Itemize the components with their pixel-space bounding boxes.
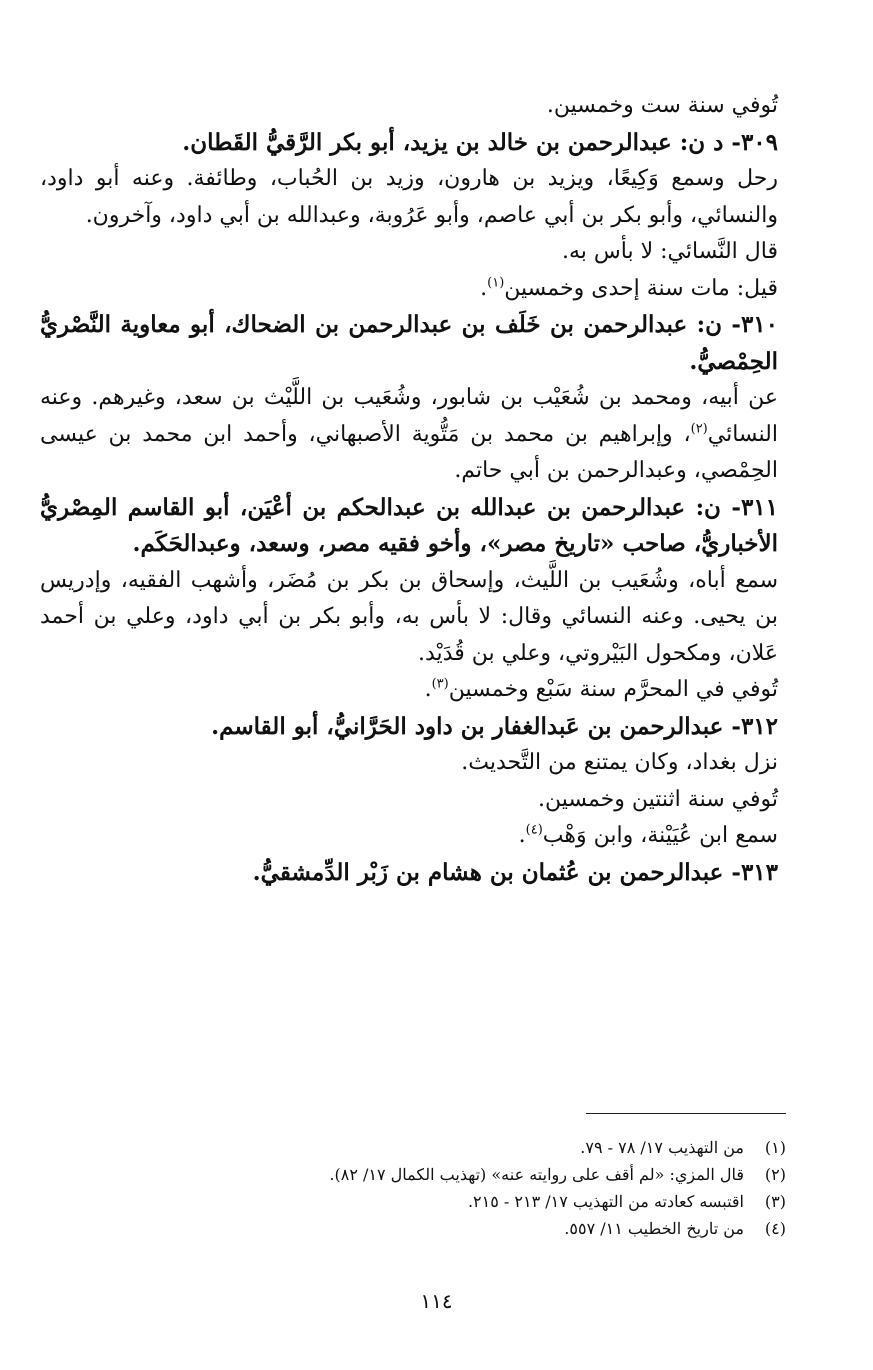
- paragraph-text: قيل: مات سنة إحدى وخمسين: [504, 275, 778, 301]
- footnote-marker: (٣): [431, 676, 449, 692]
- footnote: [60, 1215, 786, 1242]
- paragraph-tail: .: [480, 275, 488, 301]
- entry-309-heading: [40, 125, 833, 162]
- footnote-text: قال المزي: «لم أقف على روايته عنه» (تهذيب الكمال ١٧/ ٨٢).: [329, 1165, 744, 1184]
- footnote-number: (١): [764, 1138, 786, 1157]
- entry-310-body: [40, 380, 833, 490]
- main-text: [40, 88, 833, 891]
- footnote-text: من التهذيب ١٧/ ٧٨ - ٧٩.: [580, 1138, 744, 1157]
- entry-heading-text: ٣١٣- عبدالرحمن بن عُثمان بن هشام بن زَبْر الدِّمشقيُّ.: [252, 858, 778, 886]
- footnote: [60, 1188, 786, 1215]
- entry-311-death: [40, 672, 833, 709]
- entry-313-heading: [40, 855, 833, 892]
- paragraph-tail: .: [518, 823, 526, 848]
- footnote-separator: [586, 1113, 786, 1114]
- entry-309-body: [40, 161, 833, 234]
- footnote-marker: (٤): [525, 822, 543, 838]
- entry-310-heading: [40, 307, 833, 380]
- entry-heading-text: ٣١١- ن: عبدالرحمن بن عبدالله بن عبدالحكم بن أعْيَن، أبو القاسم المِصْريُّ الأخباريُّ، صاحب «تاريخ مصر»، وأخو فقيه مصر، وسعد، وعبدالحَكَم.: [40, 493, 778, 557]
- entry-309-opinion: [40, 234, 833, 271]
- entry-312-body: [40, 745, 833, 782]
- footnote-number: (٣): [764, 1192, 786, 1211]
- entry-heading-text: ٣٠٩- د ن: عبدالرحمن بن خالد بن يزيد، أبو بكر الرَّقيُّ القَطان.: [182, 128, 778, 156]
- footnote-marker: (١): [487, 275, 505, 291]
- paragraph-text: سمع ابن عُيَيْنة، وابن وَهْب: [542, 823, 778, 848]
- entry-311-heading: [40, 490, 833, 563]
- paragraph-text: تُوفي سنة اثنتين وخمسين.: [537, 786, 778, 812]
- entry-heading-text: ٣١٠- ن: عبدالرحمن بن خَلَف بن عبدالرحمن بن الضحاك، أبو معاوية النَّصْريُّ الحِمْصيُّ.: [40, 311, 778, 375]
- footnote-text: من تاريخ الخطيب ١١/ ٥٥٧.: [564, 1219, 744, 1238]
- entry-311-body: [40, 563, 833, 673]
- footnote-number: (٤): [764, 1219, 786, 1238]
- paragraph-text: قال النَّسائي: لا بأس به.: [562, 239, 778, 264]
- paragraph-text: عن أبيه، ومحمد بن شُعَيْب بن شابور، وشُعَيب بن اللَّيْث بن سعد، وغيرهم. وعنه النسائي: [40, 385, 778, 447]
- footnote: [60, 1134, 786, 1161]
- entry-312-death: [40, 782, 833, 819]
- paragraph-text: تُوفي في المحرَّم سنة سَبْع وخمسين: [448, 677, 778, 702]
- paragraph-text: سمع أباه، وشُعَيب بن اللَّيث، وإسحاق بن بكر بن مُضَر، وأشهب الفقيه، وإدريس بن يحيى. وعنه النسائي وقال: لا بأس به، وأبو بكر بن أبي داود، وعلي بن أحمد عَلان، ومكحول البَيْروتي، وعلي بن قُدَيْد.: [40, 567, 778, 666]
- entry-heading-text: ٣١٢- عبدالرحمن بن عَبدالغفار بن داود الحَرَّانيُّ، أبو القاسم.: [211, 712, 778, 740]
- footnote-marker: (٢): [690, 421, 708, 437]
- footnotes: [60, 1134, 786, 1242]
- entry-312-heading: [40, 709, 833, 746]
- footnote: [60, 1161, 786, 1188]
- page-number: ١١٤: [420, 1289, 453, 1313]
- footnote-number: (٢): [764, 1165, 786, 1184]
- paragraph-tail: .: [424, 677, 432, 702]
- text-line: [40, 88, 833, 125]
- paragraph-text: نزل بغداد، وكان يمتنع من التَّحديث.: [461, 750, 778, 775]
- footnote-text: اقتبسه كعادته من التهذيب ١٧/ ٢١٣ - ٢١٥.: [467, 1192, 744, 1211]
- entry-312-teachers: [40, 818, 833, 855]
- paragraph-text: رحل وسمع وَكِيعًا، ويزيد بن هارون، وزيد بن الحُباب، وطائفة. وعنه أبو داود، والنسائي، وأبو بكر بن أبي عاصم، وأبو عَرُوبة، وعبدالله بن أبي داود، وآخرون.: [40, 166, 778, 228]
- paragraph-tail: ، وإبراهيم بن محمد بن مَتُّوية الأصبهاني، وأحمد ابن محمد بن عيسى الحِمْصي، وعبدالرحمن بن أبي حاتم.: [40, 421, 778, 483]
- paragraph-text: تُوفي سنة ست وخمسين.: [546, 93, 778, 118]
- entry-309-death: [40, 271, 833, 308]
